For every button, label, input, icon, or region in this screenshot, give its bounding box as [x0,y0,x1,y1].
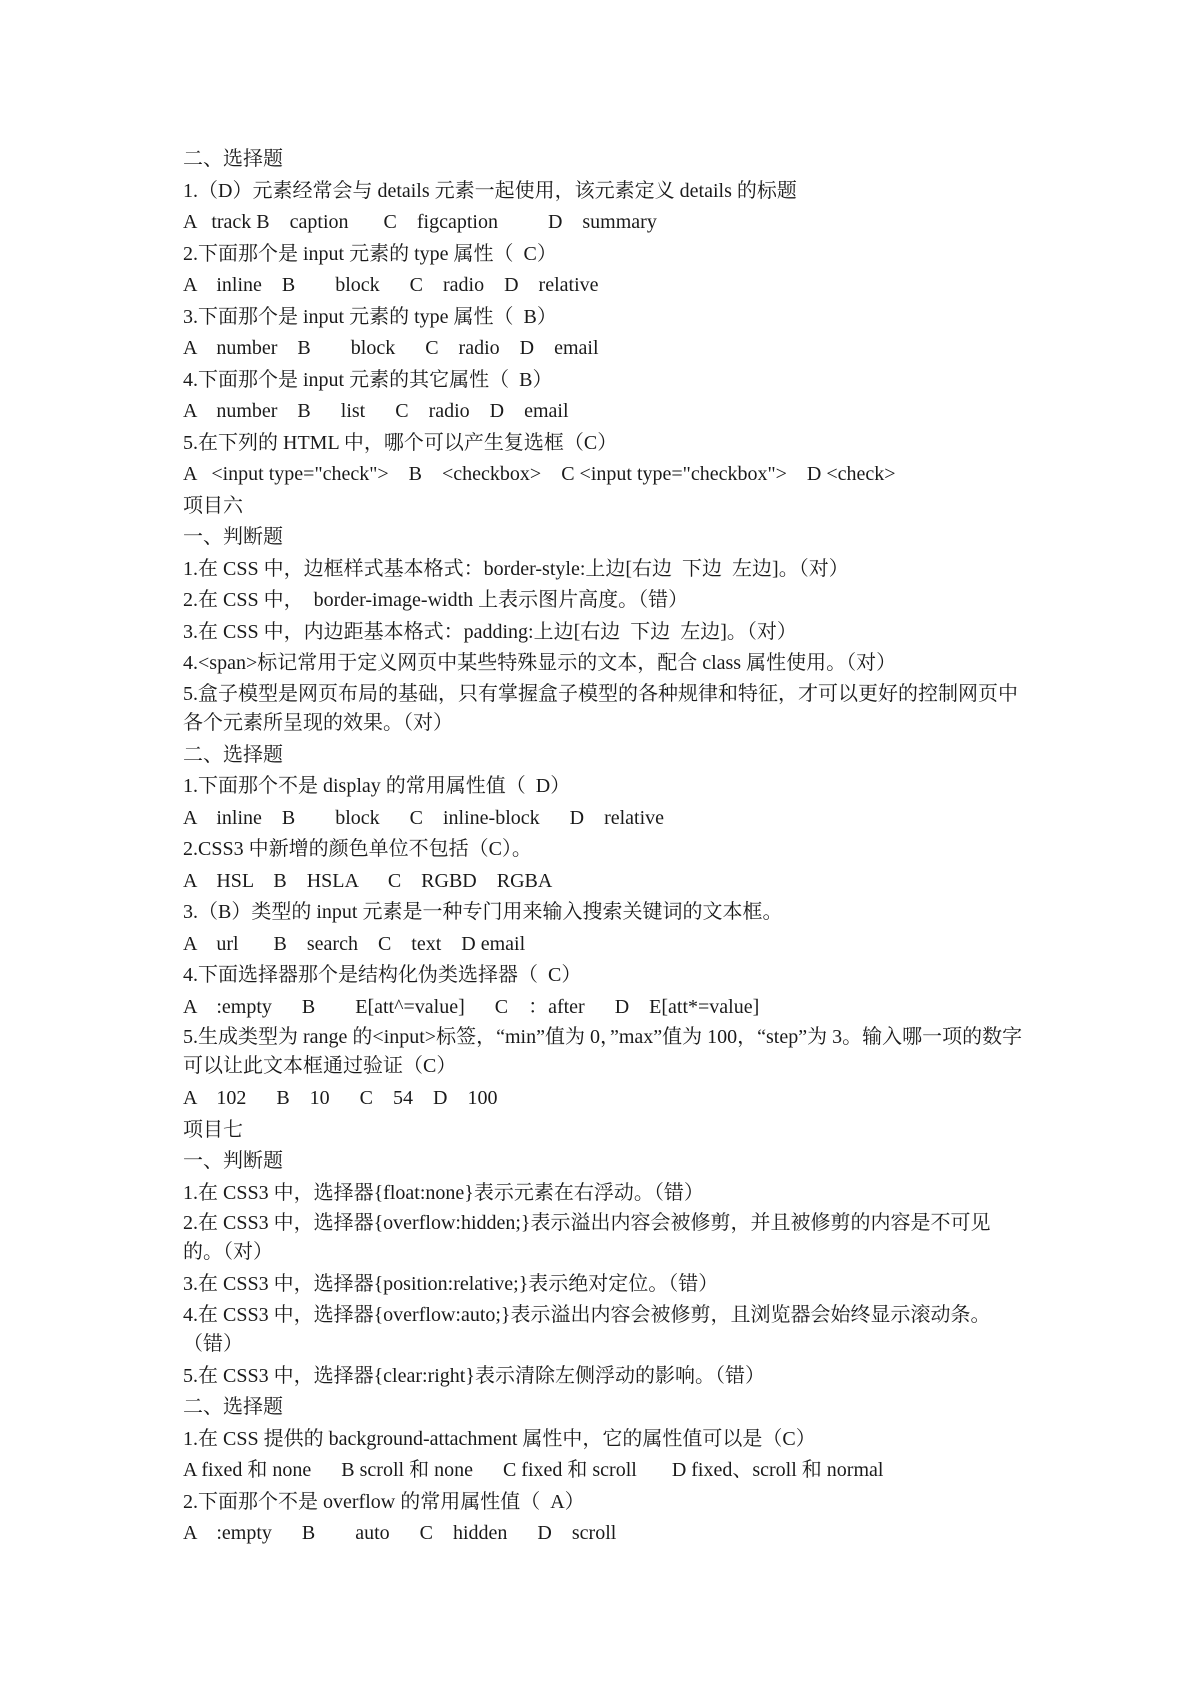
question-text: 2.下面那个是 input 元素的 type 属性（ C） [183,242,557,265]
question-text: 1.下面那个不是 display 的常用属性值（ D） [183,775,571,797]
answer-options: A HSL B HSLA C RGBD RGBA [183,869,553,892]
judgment-item: 3.在 CSS 中，内边距基本格式：padding:上边[右边 下边 左边]。（对） [183,620,797,643]
judgment-item: 2.在 CSS 中， border-image-width 上表示图片高度。（错） [183,589,689,611]
judgment-item: 1.在 CSS3 中，选择器{float:none}表示元素在右浮动。（错） [183,1181,704,1204]
question-text: 3.（B）类型的 input 元素是一种专门用来输入搜索关键词的文本框。 [183,901,783,923]
question-text: 3.下面那个是 input 元素的 type 属性（ B） [183,305,557,328]
question-text: 1.（D）元素经常会与 details 元素一起使用，该元素定义 details 的标题 [183,179,797,202]
section-heading: 二、选择题 [183,1396,283,1418]
answer-options: A :empty B E[att^=value] C ：after D E[att*=value] [183,995,760,1018]
answer-options: A <input type="check"> B <checkbox> C <input type="checkbox"> D <check> [183,463,896,485]
judgment-item: 5.盒子模型是网页布局的基础，只有掌握盒子模型的各种规律和特征，才可以更好的控制网页中各个元素所呈现的效果。（对） [183,682,1018,734]
section-heading: 一、判断题 [183,526,283,548]
judgment-item: 2.在 CSS3 中，选择器{overflow:hidden;}表示溢出内容会被修剪，并且被修剪的内容是不可见的。（对） [183,1212,991,1263]
answer-options: A :empty B auto C hidden D scroll [183,1522,617,1544]
judgment-item: 4.<span>标记常用于定义网页中某些特殊显示的文本，配合 class 属性使用。（对） [183,652,897,674]
section-heading: 二、选择题 [183,148,283,170]
answer-options: A track B caption C figcaption D summary [183,211,657,233]
judgment-item: 4.在 CSS3 中，选择器{overflow:auto;}表示溢出内容会被修剪，且浏览器会始终显示滚动条。（错） [183,1303,991,1355]
answer-options: A fixed 和 none B scroll 和 none C fixed 和 scroll D fixed、scroll 和 normal [183,1459,884,1481]
answer-options: A 102 B 10 C 54 D 100 [183,1087,498,1109]
judgment-item: 3.在 CSS3 中，选择器{position:relative;}表示绝对定位。（错） [183,1273,719,1295]
question-text: 4.下面选择器那个是结构化伪类选择器（ C） [183,964,582,986]
answer-options: A number B list C radio D email [183,400,569,422]
project-heading: 项目六 [183,494,243,517]
judgment-item: 5.在 CSS3 中，选择器{clear:right}表示清除左侧浮动的影响。（错） [183,1364,765,1387]
section-heading: 一、判断题 [183,1150,283,1172]
answer-options: A url B search C text D email [183,932,526,955]
section-heading: 二、选择题 [183,743,283,766]
answer-options: A inline B block C inline-block D relative [183,806,665,829]
question-text: 1.在 CSS 提供的 background-attachment 属性中，它的属性值可以是（C） [183,1427,816,1450]
question-text: 5.在下列的 HTML 中，哪个可以产生复选框（C） [183,431,618,454]
answer-options: A inline B block C radio D relative [183,274,599,296]
project-heading: 项目七 [183,1118,243,1141]
answer-options: A number B block C radio D email [183,337,599,359]
document-page [183,144,1028,1550]
question-text: 5.生成类型为 range 的<input>标签，“min”值为 0，”max”值为 100，“step”为 3。输入哪一项的数字可以让此文本框通过验证（C） [183,1026,1023,1077]
question-text: 2.下面那个不是 overflow 的常用属性值（ A） [183,1490,585,1513]
question-text: 4.下面那个是 input 元素的其它属性（ B） [183,368,553,391]
question-text: 2.CSS3 中新增的颜色单位不包括（C）。 [183,838,532,860]
judgment-item: 1.在 CSS 中，边框样式基本格式：border-style:上边[右边 下边 左边]。（对） [183,557,849,580]
